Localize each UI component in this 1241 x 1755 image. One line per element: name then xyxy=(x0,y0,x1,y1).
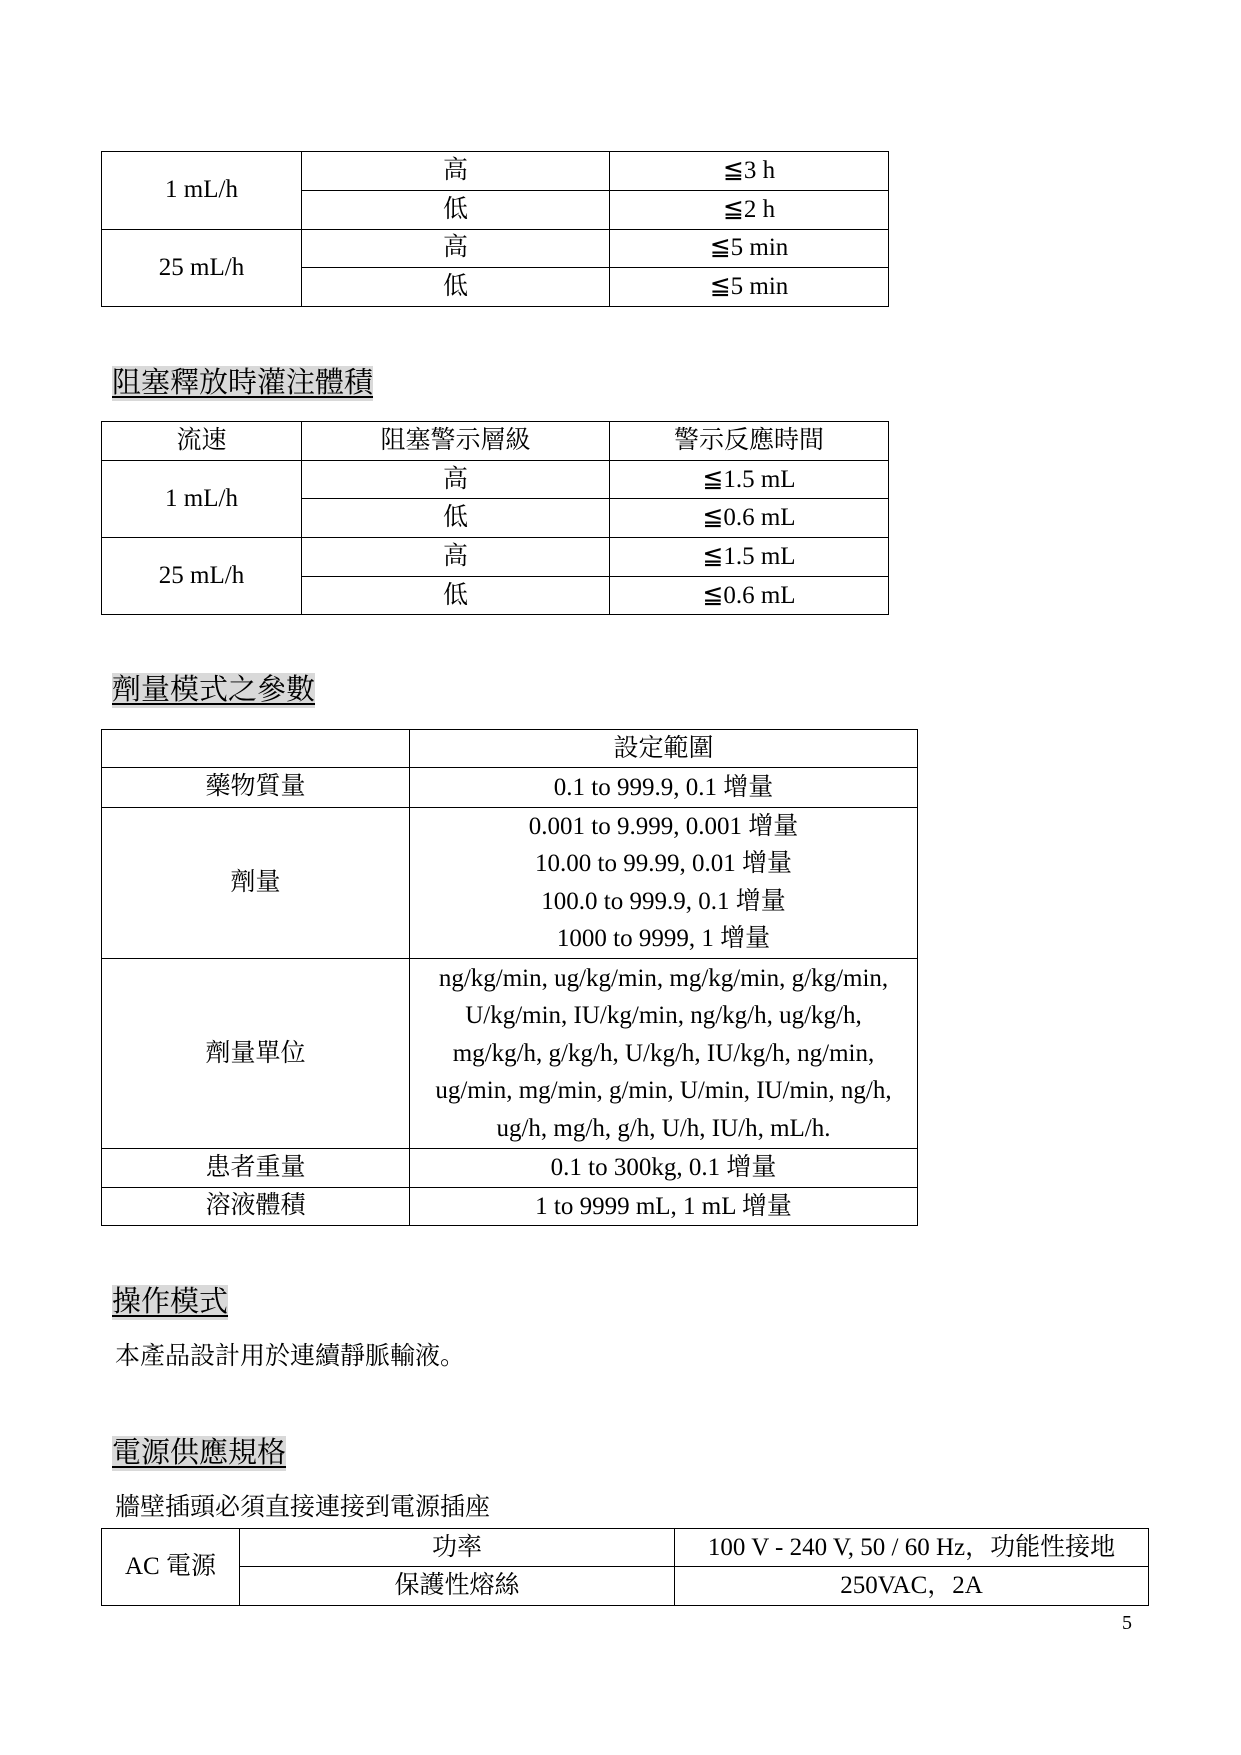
parameter-range xyxy=(410,768,918,807)
unit-line: ug/h, mg/h, g/h, U/h, IU/h, mL/h. xyxy=(496,1114,831,1142)
parameter-label: 溶液體積 xyxy=(102,1187,410,1226)
section-heading-occlusion-bolus: 阻塞釋放時灌注體積 xyxy=(112,367,374,399)
table-row xyxy=(102,460,889,499)
spec-value: 250VAC，2A xyxy=(675,1567,1149,1605)
power-supply-table xyxy=(101,1528,1149,1606)
parameter-range xyxy=(410,959,918,1149)
parameter-label: 劑量 xyxy=(102,807,410,958)
spec-value: 100 V - 240 V, 50 / 60 Hz，功能性接地 xyxy=(675,1529,1149,1567)
table-row xyxy=(102,959,918,1149)
table-row xyxy=(102,538,889,577)
table-row xyxy=(102,152,889,191)
unit-line: mg/kg/h, g/kg/h, U/kg/h, IU/kg/h, ng/min, xyxy=(452,1039,875,1067)
operation-mode-text: 本產品設計用於連續靜脈輸液。 xyxy=(115,1343,466,1370)
table-row xyxy=(102,1187,918,1226)
parameter-range xyxy=(410,1149,918,1188)
header-empty xyxy=(102,730,410,768)
bolus-volume-cell: ≦1.5 mL xyxy=(610,538,889,577)
bolus-volume-cell: ≦0.6 mL xyxy=(610,499,889,538)
unit-line: U/kg/min, IU/kg/min, ng/kg/h, ug/kg/h, xyxy=(465,1002,862,1030)
table-row xyxy=(102,807,918,958)
unit-line: ug/min, mg/min, g/min, U/min, IU/min, ng/h, xyxy=(435,1077,892,1105)
table-row xyxy=(102,1567,1149,1605)
table-header-row xyxy=(102,730,918,768)
section-heading-dose-mode: 劑量模式之參數 xyxy=(112,674,316,706)
power-source-label: AC 電源 xyxy=(102,1529,240,1606)
header-response-time: 警示反應時間 xyxy=(610,422,889,461)
range-line: 1000 to 9999, 1 增量 xyxy=(556,925,771,953)
parameter-range xyxy=(410,807,918,958)
range-line: 10.00 to 99.99, 0.01 增量 xyxy=(535,850,792,878)
spec-item: 功率 xyxy=(240,1529,675,1567)
table-row xyxy=(102,768,918,807)
response-time-cell: ≦5 min xyxy=(610,268,889,307)
flow-rate-cell: 1 mL/h xyxy=(102,152,302,230)
table-header-row xyxy=(102,422,889,461)
alarm-level-cell: 低 xyxy=(302,499,610,538)
response-time-table xyxy=(101,151,889,307)
alarm-level-cell: 高 xyxy=(302,538,610,577)
parameter-label: 患者重量 xyxy=(102,1149,410,1188)
header-alarm-level: 阻塞警示層級 xyxy=(302,422,610,461)
section-heading-operation-mode: 操作模式 xyxy=(112,1286,229,1318)
bolus-volume-cell: ≦0.6 mL xyxy=(610,576,889,615)
header-flow-rate: 流速 xyxy=(102,422,302,461)
table-row xyxy=(102,229,889,268)
range-line: 0.1 to 300kg, 0.1 增量 xyxy=(550,1154,777,1182)
section-heading-power-supply: 電源供應規格 xyxy=(112,1437,287,1469)
occlusion-bolus-table xyxy=(101,421,889,615)
response-time-cell: ≦2 h xyxy=(610,190,889,229)
alarm-level-cell: 高 xyxy=(302,229,610,268)
header-setting-range: 設定範圍 xyxy=(410,730,918,768)
spec-item: 保護性熔絲 xyxy=(240,1567,675,1605)
flow-rate-cell: 25 mL/h xyxy=(102,229,302,307)
table-row xyxy=(102,1149,918,1188)
page-number: 5 xyxy=(1122,1612,1132,1634)
alarm-level-cell: 高 xyxy=(302,460,610,499)
range-line: 0.001 to 9.999, 0.001 增量 xyxy=(528,812,799,840)
bolus-volume-cell: ≦1.5 mL xyxy=(610,460,889,499)
alarm-level-cell: 低 xyxy=(302,190,610,229)
flow-rate-cell: 1 mL/h xyxy=(102,460,302,537)
power-supply-text: 牆壁插頭必須直接連接到電源插座 xyxy=(115,1494,491,1521)
dose-mode-table xyxy=(101,729,918,1226)
response-time-cell: ≦3 h xyxy=(610,152,889,191)
parameter-label: 藥物質量 xyxy=(102,768,410,807)
range-line: 0.1 to 999.9, 0.1 增量 xyxy=(553,773,774,801)
unit-line: ng/kg/min, ug/kg/min, mg/kg/min, g/kg/min, xyxy=(438,964,889,992)
range-line: 100.0 to 999.9, 0.1 增量 xyxy=(541,887,786,915)
parameter-label: 劑量單位 xyxy=(102,959,410,1149)
response-time-cell: ≦5 min xyxy=(610,229,889,268)
parameter-range xyxy=(410,1187,918,1226)
alarm-level-cell: 低 xyxy=(302,268,610,307)
alarm-level-cell: 高 xyxy=(302,152,610,191)
alarm-level-cell: 低 xyxy=(302,576,610,615)
table-row xyxy=(102,1529,1149,1567)
flow-rate-cell: 25 mL/h xyxy=(102,538,302,615)
range-line: 1 to 9999 mL, 1 mL 增量 xyxy=(535,1192,792,1220)
